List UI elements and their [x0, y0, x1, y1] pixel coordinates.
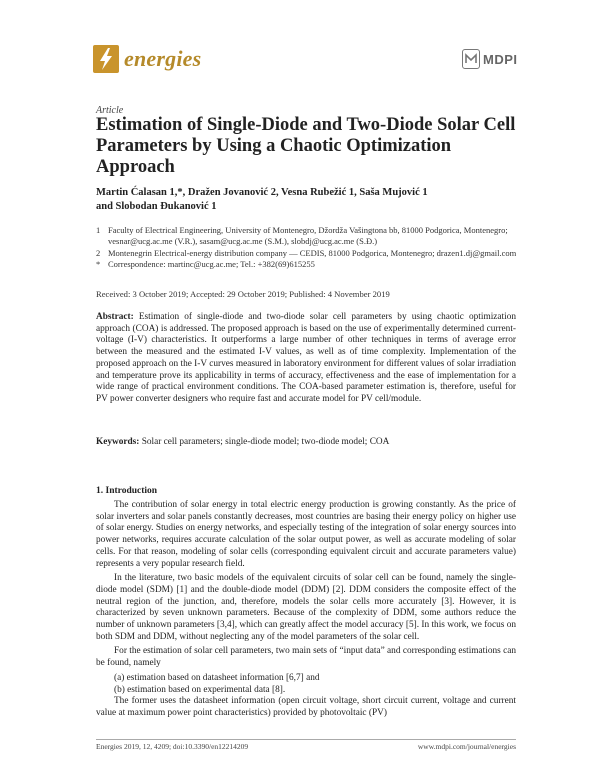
affiliation-number: 2	[96, 247, 101, 258]
affiliation-item	[96, 225, 526, 248]
keywords-text: Solar cell parameters; single-diode model; two-diode model; COA	[141, 437, 390, 447]
abstract-text: Estimation of single-diode and two-diode solar cell parameters by using chaotic optimization approach (COA) is addressed. The proposed approach is based on the use of experimentally determined current-voltage (I-V) characteristics. It outperforms a large number of other techniques in terms of average error between the measured and the estimated I-V values, as well as of time complexity. Implementation of the proposed approach on the I-V curves measured in laboratory environment for different values of solar irradiation and temperature prove its applicability in terms of accuracy, effectiveness and the ease of implementation for a wide range of practical environment conditions. The COA-based parameter estimation is, therefore, useful for PV power converter designers who require fast and accurate model for PV cell/module.	[96, 312, 516, 404]
affiliation-item	[96, 248, 526, 259]
affiliation-number: 1	[96, 225, 101, 235]
keywords-label: Keywords:	[96, 437, 140, 447]
affiliation-text: Montenegrin Electrical-energy distribution company — CEDIS, 81000 Podgorica, Montenegro; drazen1.dj@gmail.com	[108, 247, 517, 258]
authors-line-2: and Slobodan Đukanović 1	[96, 201, 217, 212]
footer-citation: Energies 2019, 12, 4209; doi:10.3390/en12214209	[96, 742, 249, 751]
journal-name: energies	[124, 46, 202, 71]
keywords	[96, 436, 516, 448]
body-text	[96, 500, 516, 723]
article-title: Estimation of Single-Diode and Two-Diode Solar Cell Parameters by Using a Chaotic Optimization Approach	[96, 115, 516, 177]
list-item: (a) estimation based on datasheet information [6,7] and	[114, 672, 320, 683]
abstract-label: Abstract:	[96, 312, 134, 322]
affiliation-item	[96, 259, 526, 270]
affiliation-text: Faculty of Electrical Engineering, University of Montenegro, Džordža Vašingtona bb, 81000 Podgorica, Montenegro; vesnar@ucg.ac.me (V.R.), sasam@ucg.ac.me (S.M.), slobdj@ucg.ac.me (S.Đ.)	[108, 225, 508, 247]
authors-line-1: Martin Ćalasan 1,*, Dražen Jovanović 2, Vesna Rubežić 1, Saša Mujović 1	[96, 187, 428, 198]
mdpi-icon	[462, 49, 480, 69]
article-type: Article	[96, 105, 124, 116]
publisher-name: MDPI	[483, 51, 518, 67]
affiliation-number: *	[96, 259, 101, 270]
affiliations	[96, 225, 526, 271]
publisher-logo	[462, 49, 518, 69]
section-heading: 1. Introduction	[96, 486, 158, 496]
lightning-icon	[93, 45, 119, 73]
journal-logo	[93, 45, 119, 73]
paragraph: In the literature, two basic models of the equivalent circuits of solar cell can be found, namely the single-diode model (SDM) [1] and the double-diode model (DDM) [2]. DDM considers the composite effect of the neutral region of the junction, and, therefore, models the solar cells more accurately [3]. However, it is characterized by seven unknown parameters. Because of the complexity of DDM, some authors reduce the number of unknown parameters [3,4], which can greatly affect the model accuracy [5]. In this work, we focus on both SDM and DDM, without neglecting any of the model parameters of the solar cell.	[96, 573, 516, 642]
footer-divider	[96, 739, 516, 740]
authors	[96, 186, 516, 214]
abstract	[96, 312, 516, 406]
paragraph: The contribution of solar energy in total electric energy production is growing constantly. As the price of solar inverters and solar panels constantly decreases, most countries are basing their energy policy on higher use of solar energy. Studies on energy networks, and especially testing of the integration of solar energy sources into power networks, requires accurate calculation of the solar output power, as well as accurate modeling of solar cells. For that reason, modeling of solar cells (corresponding equivalent circuit and accurate parameters value) represents a very popular research field.	[96, 500, 516, 569]
list-item: (b) estimation based on experimental data [8].	[114, 684, 286, 695]
paragraph: The former uses the datasheet information (open circuit voltage, short circuit current, voltage and current value at maximum power point characteristics) provided by photovoltaic (PV)	[96, 696, 516, 718]
correspondence-text: Correspondence: martinc@ucg.ac.me; Tel.: +382(69)615255	[108, 259, 315, 270]
footer-url[interactable]: www.mdpi.com/journal/energies	[417, 742, 516, 751]
publication-dates: Received: 3 October 2019; Accepted: 29 October 2019; Published: 4 November 2019	[96, 289, 390, 299]
paragraph: For the estimation of solar cell parameters, two main sets of “input data” and corresponding estimations can be found, namely	[96, 646, 516, 669]
